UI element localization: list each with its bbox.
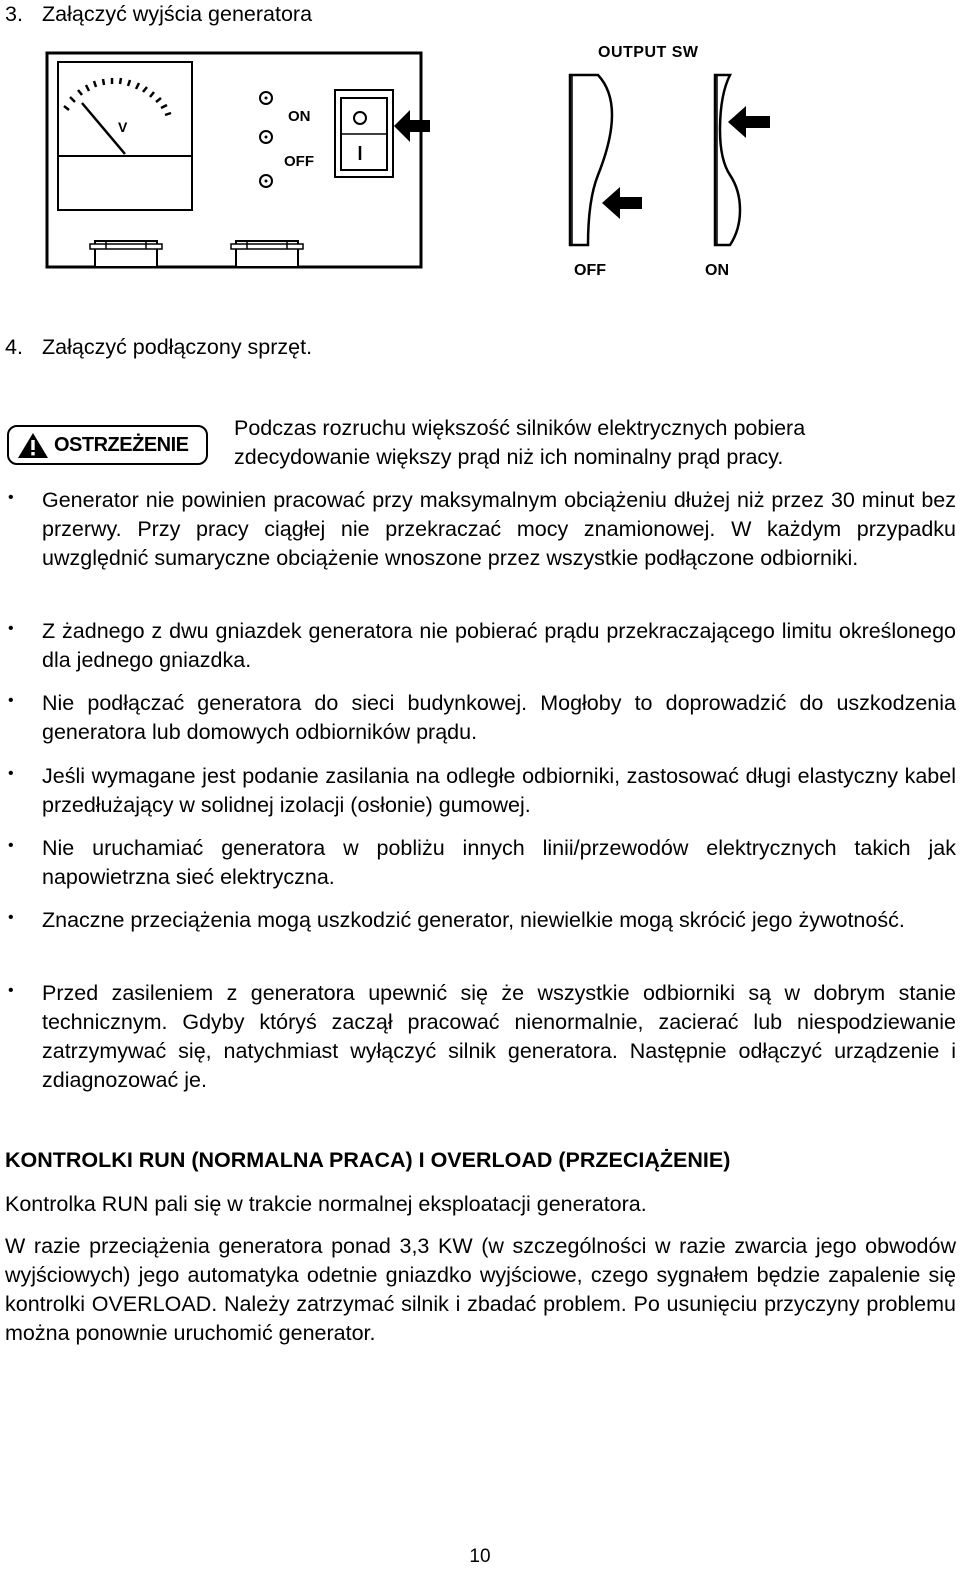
panel-on-label: ON — [288, 108, 311, 125]
list-item: Nie uruchamiać generatora w pobliżu innych linii/przewodów elektrycznych takich jak napowietrzna sieć elektryczna. — [42, 836, 956, 889]
switch-off-label: OFF — [574, 262, 606, 279]
arrow-left-on-icon — [728, 106, 770, 138]
socket-right-icon — [231, 241, 303, 267]
bullet-marker: • — [8, 692, 14, 709]
step-4-text: Załączyć podłączony sprzęt. — [42, 335, 313, 359]
list-item: Znaczne przeciążenia mogą uszkodzić generator, niewielkie mogą skrócić jego żywotność. — [42, 908, 905, 932]
list-item: Jeśli wymagane jest podanie zasilania na odległe odbiorniki, zastosować długi elastyczny kabel przedłużający w solidnej izolacji (osłonie) gumowej. — [42, 764, 956, 817]
section-paragraph-1: Kontrolka RUN pali się w trakcie normalnej eksploatacji generatora. — [5, 1192, 647, 1216]
meter-label: V — [118, 119, 128, 135]
step-3-text: Załączyć wyjścia generatora — [42, 2, 313, 26]
socket-left-icon — [90, 241, 162, 267]
page-number: 10 — [469, 1546, 491, 1567]
section-paragraph-2: W razie przeciążenia generatora ponad 3,3 KW (w szczególności w razie zwarcia jego obwodów wyjściowych) jego automatyka odetnie gniazdko wyjściowe, czego sygnałem będzie zapalenie się kontrolki OVERLOAD. Należy zatrzymać silnik i zbadać problem. Po usunięciu przyczyny problemu można ponownie uruchomić generator. — [5, 1234, 956, 1345]
warning-triangle-icon — [17, 432, 49, 459]
arrow-left-icon — [394, 110, 430, 142]
bullet-marker: • — [8, 982, 14, 999]
step-4-number: 4. — [5, 335, 23, 359]
arrow-left-off-icon — [602, 187, 642, 219]
generator-panel-figure — [40, 48, 430, 273]
list-item: Z żadnego z dwu gniazdek generatora nie pobierać prądu przekraczającego limitu określonego dla jednego gniazdka. — [42, 619, 956, 672]
bullet-marker: • — [8, 489, 14, 506]
step-3-number: 3. — [5, 2, 23, 26]
warning-badge — [7, 425, 208, 465]
warning-line-2: zdecydowanie większy prąd niż ich nominalny prąd pracy. — [234, 445, 784, 469]
output-sw-label: OUTPUT SW — [598, 44, 699, 61]
list-item: Przed zasileniem z generatora upewnić się że wszystkie odbiorniki są w dobrym stanie technicznym. Gdyby któryś zaczął pracować nienormalnie, zacierać lub niespodziewanie zatrzymywać się, natychmiast wyłączyć silnik generatora. Następnie odłączyć urządzenie i zdiagnozować je. — [42, 981, 956, 1092]
bullet-marker: • — [8, 620, 14, 637]
switch-on-profile-icon — [715, 75, 740, 245]
bullet-marker: • — [8, 837, 14, 854]
list-item: Generator nie powinien pracować przy maksymalnym obciążeniu dłużej niż przez 30 minut bez przerwy. Przy pracy ciągłej nie przekraczać mocy znamionowej. W każdym przypadku uwzględnić sumaryczne obciążenie wnoszone przez wszystkie podłączone odbiorniki. — [42, 488, 956, 570]
bullet-marker: • — [8, 765, 14, 782]
indicator-lamps — [260, 92, 272, 187]
switch-off-profile-icon — [570, 75, 612, 245]
panel-off-label: OFF — [284, 153, 314, 170]
output-switch-figure — [540, 70, 780, 260]
section-heading: KONTROLKI RUN (NORMALNA PRACA) I OVERLOAD (PRZECIĄŻENIE) — [5, 1148, 731, 1172]
rocker-switch-icon — [335, 90, 393, 177]
list-item: Nie podłączać generatora do sieci budynkowej. Mogłoby to doprowadzić do uszkodzenia generatora lub domowych odbiorników prądu. — [42, 691, 956, 744]
voltmeter-icon — [58, 62, 192, 210]
switch-on-label: ON — [705, 262, 729, 279]
bullet-marker: • — [8, 909, 14, 926]
warning-label: OSTRZEŻENIE — [54, 434, 189, 456]
warning-line-1: Podczas rozruchu większość silników elektrycznych pobiera — [234, 416, 806, 440]
